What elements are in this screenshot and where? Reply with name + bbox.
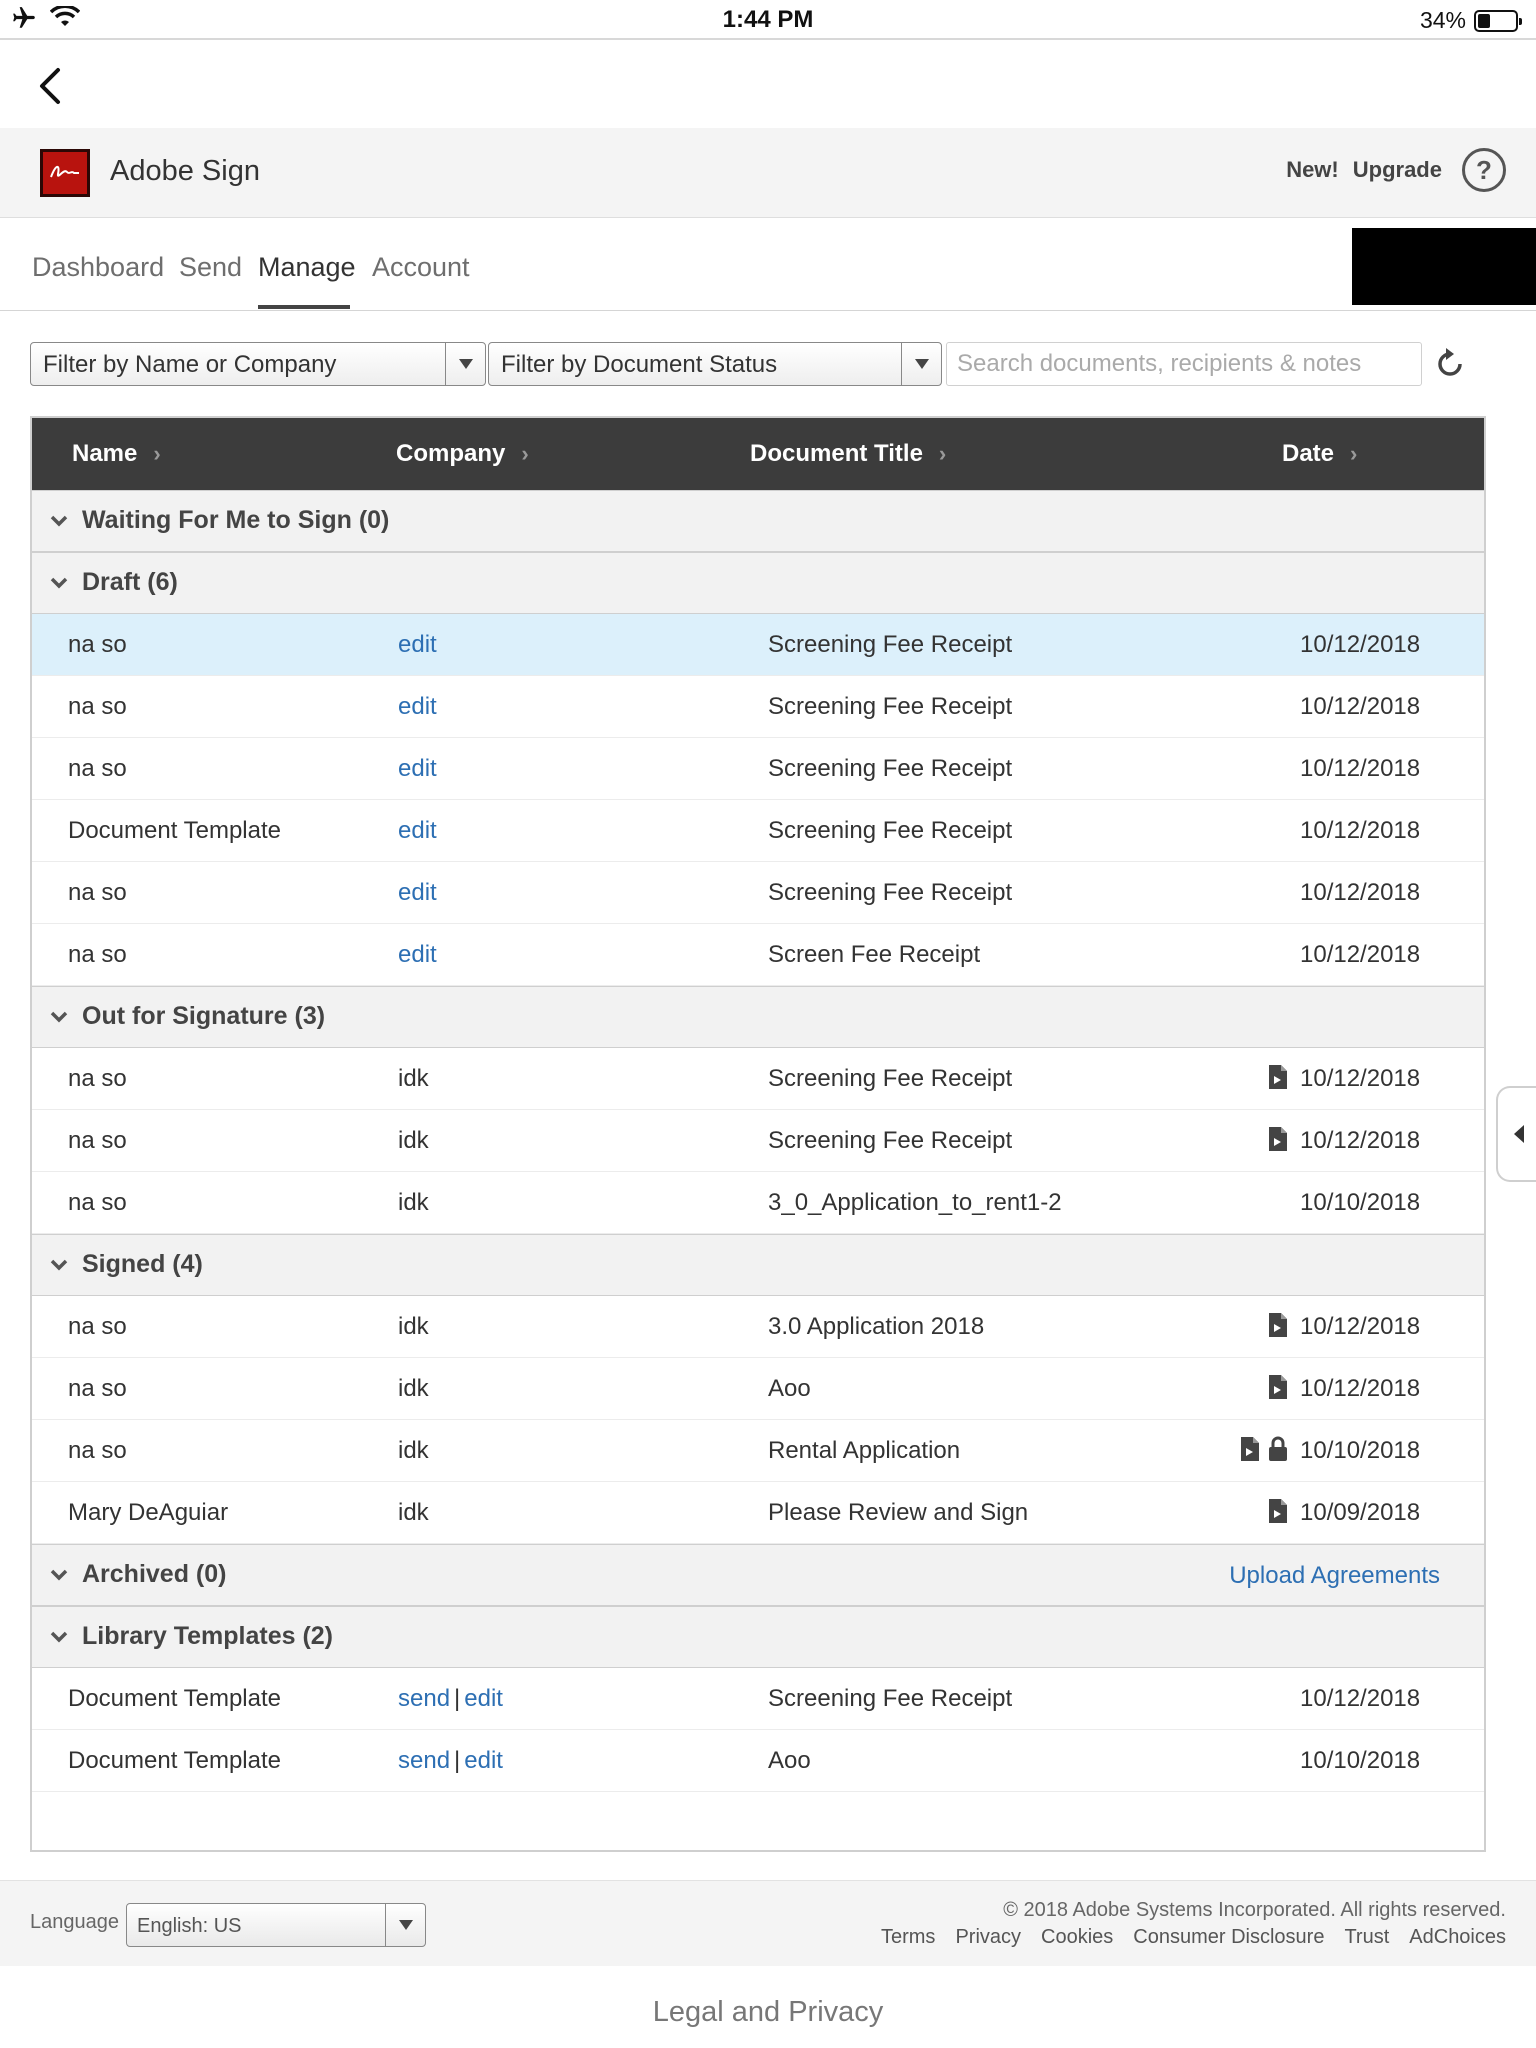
dropdown-arrow-icon (445, 343, 485, 385)
cell-name: Document Template (68, 817, 281, 844)
cell-company: idk (398, 1499, 429, 1526)
battery-percent: 34% (1419, 7, 1466, 33)
cell-document-title: Screening Fee Receipt (768, 817, 1013, 844)
table-row[interactable] (32, 614, 1484, 676)
cell-date: 10/10/2018 (1300, 1189, 1421, 1216)
table-row[interactable] (32, 1110, 1484, 1172)
cell-company: idk (398, 1313, 429, 1340)
group-label-wrap (48, 1002, 325, 1031)
upgrade-link[interactable]: Upgrade (1352, 157, 1442, 182)
cell-name: na so (68, 1127, 127, 1154)
group-row[interactable] (32, 1606, 1484, 1668)
sort-chevron-icon: › (1350, 441, 1358, 466)
cell-document-title: Aoo (768, 1747, 811, 1774)
copyright-text: © 2018 Adobe Systems Incorporated. All rights reserved. (1003, 1899, 1506, 1921)
column-header-company[interactable] (396, 440, 529, 468)
group-label: Library Templates (2) (82, 1622, 334, 1650)
caret-left-icon (1513, 1124, 1525, 1144)
agreements-table (30, 416, 1486, 1852)
cell-date: 10/12/2018 (1300, 1313, 1421, 1340)
cell-document-title: Screening Fee Receipt (768, 1065, 1013, 1092)
legal-and-privacy-link[interactable]: Legal and Privacy (652, 1996, 884, 2028)
document-icon[interactable] (1268, 1312, 1288, 1338)
sort-chevron-icon: › (153, 441, 161, 466)
footer-link-terms[interactable]: Terms (880, 1926, 936, 1948)
cell-date: 10/12/2018 (1300, 879, 1421, 906)
filter-document-status[interactable] (488, 342, 942, 386)
sort-chevron-icon: › (938, 441, 947, 466)
table-row[interactable] (32, 800, 1484, 862)
cell-company: idk (398, 1189, 429, 1216)
edit-link[interactable]: edit (398, 817, 437, 844)
search-input[interactable] (946, 342, 1422, 386)
cell-date: 10/10/2018 (1300, 1437, 1421, 1464)
dropdown-arrow-icon (385, 1904, 425, 1946)
footer-link-privacy[interactable]: Privacy (955, 1926, 1022, 1948)
edit-link[interactable]: edit (398, 631, 437, 658)
app-header (0, 128, 1536, 218)
table-row[interactable] (32, 1420, 1484, 1482)
chevron-down-icon (48, 1564, 70, 1586)
app-name: Adobe Sign (110, 155, 260, 187)
dropdown-arrow-icon (901, 343, 941, 385)
group-row[interactable] (32, 552, 1484, 614)
group-label: Waiting For Me to Sign (0) (82, 506, 390, 534)
edit-link[interactable]: edit (464, 1747, 503, 1774)
cell-icons (1268, 1498, 1288, 1524)
cell-company: idk (398, 1375, 429, 1402)
column-header-document-title[interactable] (750, 440, 946, 468)
cell-name: na so (68, 879, 127, 906)
footer (0, 1880, 1536, 1966)
filter-name-company[interactable] (30, 342, 486, 386)
cell-company (398, 1747, 503, 1775)
new-link[interactable]: New! (1286, 157, 1339, 182)
cell-date: 10/12/2018 (1300, 817, 1421, 844)
cell-name: Document Template (68, 1747, 281, 1774)
document-icon[interactable] (1268, 1064, 1288, 1090)
side-panel-toggle[interactable] (1496, 1086, 1536, 1182)
cell-document-title: Please Review and Sign (768, 1499, 1029, 1526)
table-row[interactable] (32, 1048, 1484, 1110)
cell-company: idk (398, 1437, 429, 1464)
cell-document-title: Screening Fee Receipt (768, 631, 1013, 658)
upload-agreements-link[interactable]: Upload Agreements (1229, 1562, 1440, 1589)
cell-name: na so (68, 941, 127, 968)
tab-account[interactable]: Account (372, 252, 470, 282)
cell-document-title: Rental Application (768, 1437, 961, 1464)
cell-name: na so (68, 631, 127, 658)
cell-date: 10/12/2018 (1300, 693, 1421, 720)
cell-name: na so (68, 755, 127, 782)
document-icon[interactable] (1268, 1498, 1288, 1524)
table-header (32, 418, 1484, 490)
table-row[interactable] (32, 924, 1484, 986)
table-row[interactable] (32, 1730, 1484, 1792)
cell-date: 10/12/2018 (1300, 1065, 1421, 1092)
cell-company: idk (398, 1065, 429, 1092)
language-label: Language (30, 1911, 119, 1933)
footer-link-adchoices[interactable]: AdChoices (1409, 1926, 1506, 1948)
cell-name: na so (68, 1375, 127, 1402)
column-header-date-label: Date (1282, 440, 1335, 467)
navigation-bar (0, 42, 1536, 128)
tab-dashboard[interactable]: Dashboard (32, 252, 165, 282)
help-glyph: ? (1476, 154, 1492, 185)
chevron-down-icon (48, 1254, 70, 1276)
table-row[interactable] (32, 738, 1484, 800)
cell-document-title: Screening Fee Receipt (768, 879, 1013, 906)
cell-company: idk (398, 1127, 429, 1154)
cell-date: 10/10/2018 (1300, 1747, 1421, 1774)
main-tabs (0, 218, 1536, 311)
group-label: Out for Signature (3) (82, 1002, 326, 1030)
document-icon[interactable] (1240, 1436, 1260, 1462)
cell-name: Mary DeAguiar (68, 1499, 229, 1526)
cell-name: na so (68, 693, 127, 720)
language-value: English: US (137, 1915, 242, 1937)
footer-link-trust[interactable]: Trust (1344, 1926, 1390, 1948)
help-icon[interactable] (1462, 148, 1506, 192)
group-label-wrap (48, 568, 178, 597)
signature-icon (48, 162, 82, 184)
column-header-company-label: Company (396, 440, 506, 467)
cell-document-title: Screening Fee Receipt (768, 693, 1013, 720)
tab-send[interactable]: Send (179, 252, 243, 282)
column-header-name[interactable] (72, 440, 161, 468)
group-row[interactable] (32, 1234, 1484, 1296)
table-row[interactable] (32, 1296, 1484, 1358)
chevron-down-icon (48, 572, 70, 594)
status-right (1420, 7, 1518, 34)
back-chevron-icon[interactable] (32, 62, 72, 110)
group-label-wrap (48, 1622, 333, 1651)
cell-icons (1240, 1436, 1288, 1462)
battery-icon (1474, 10, 1518, 32)
chevron-down-icon (48, 1626, 70, 1648)
document-icon[interactable] (1268, 1374, 1288, 1400)
cell-icons (1268, 1126, 1288, 1152)
tab-manage[interactable]: Manage (258, 252, 356, 282)
group-row[interactable] (32, 490, 1484, 552)
cell-company (398, 1685, 503, 1713)
cell-icons (1268, 1312, 1288, 1338)
group-label: Signed (4) (82, 1250, 203, 1278)
status-bar (0, 0, 1536, 40)
link-separator: | (454, 1685, 461, 1712)
cell-date: 10/12/2018 (1300, 755, 1421, 782)
cell-date: 10/12/2018 (1300, 1375, 1421, 1402)
cell-icons (1268, 1374, 1288, 1400)
cell-date: 10/12/2018 (1300, 1127, 1421, 1154)
cell-name: na so (68, 1437, 127, 1464)
filter-name-company-label: Filter by Name or Company (43, 351, 337, 378)
cell-date: 10/12/2018 (1300, 1685, 1421, 1712)
footer-link-cookies[interactable]: Cookies (1041, 1926, 1114, 1948)
table-row[interactable] (32, 1172, 1484, 1234)
table-row[interactable] (32, 1482, 1484, 1544)
battery-fill (1478, 14, 1490, 28)
group-label: Archived (0) (82, 1560, 227, 1588)
group-row[interactable] (32, 1544, 1484, 1606)
header-actions (1286, 148, 1506, 192)
cell-document-title: Screening Fee Receipt (768, 755, 1013, 782)
footer-links (881, 1926, 1506, 1949)
cell-date: 10/12/2018 (1300, 631, 1421, 658)
cell-document-title: Aoo (768, 1375, 811, 1402)
edit-link[interactable]: edit (398, 941, 437, 968)
chevron-down-icon (48, 1006, 70, 1028)
cell-date: 10/09/2018 (1300, 1499, 1421, 1526)
table-row[interactable] (32, 1668, 1484, 1730)
cell-document-title: Screening Fee Receipt (768, 1685, 1013, 1712)
edit-link[interactable]: edit (398, 693, 437, 720)
group-row[interactable] (32, 986, 1484, 1048)
refresh-icon[interactable] (1430, 344, 1470, 384)
status-time: 1:44 PM (722, 6, 814, 33)
language-select[interactable] (126, 1903, 426, 1947)
send-link[interactable]: send (398, 1685, 451, 1712)
cell-name: na so (68, 1189, 127, 1216)
edit-link[interactable]: edit (398, 755, 437, 782)
cell-name: Document Template (68, 1685, 281, 1712)
link-separator: | (454, 1747, 461, 1774)
table-row[interactable] (32, 1358, 1484, 1420)
document-icon[interactable] (1268, 1126, 1288, 1152)
chevron-down-icon (48, 510, 70, 532)
edit-link[interactable]: edit (398, 879, 437, 906)
lock-icon[interactable] (1268, 1436, 1288, 1462)
cell-document-title: 3.0 Application 2018 (768, 1313, 985, 1340)
cell-name: na so (68, 1313, 127, 1340)
adobe-sign-logo (40, 149, 90, 197)
edit-link[interactable]: edit (464, 1685, 503, 1712)
group-label: Draft (6) (82, 568, 178, 596)
column-header-date[interactable] (1282, 440, 1357, 468)
cell-date: 10/12/2018 (1300, 941, 1421, 968)
cell-document-title: Screening Fee Receipt (768, 1127, 1013, 1154)
column-header-document-title-label: Document Title (750, 440, 923, 467)
cell-document-title: Screen Fee Receipt (768, 941, 981, 968)
column-header-name-label: Name (72, 440, 138, 467)
filter-document-status-label: Filter by Document Status (501, 351, 778, 378)
footer-link-consumer-disclosure[interactable]: Consumer Disclosure (1133, 1926, 1325, 1948)
table-row[interactable] (32, 676, 1484, 738)
group-label-wrap (48, 1250, 203, 1279)
sort-chevron-icon: › (521, 441, 529, 466)
cell-icons (1268, 1064, 1288, 1090)
cell-document-title: 3_0_Application_to_rent1-2 (768, 1189, 1062, 1216)
group-label-wrap (48, 506, 389, 535)
redacted-block (1352, 228, 1536, 305)
table-row[interactable] (32, 862, 1484, 924)
active-tab-indicator (258, 305, 350, 309)
group-label-wrap (48, 1560, 226, 1589)
cell-name: na so (68, 1065, 127, 1092)
send-link[interactable]: send (398, 1747, 451, 1774)
